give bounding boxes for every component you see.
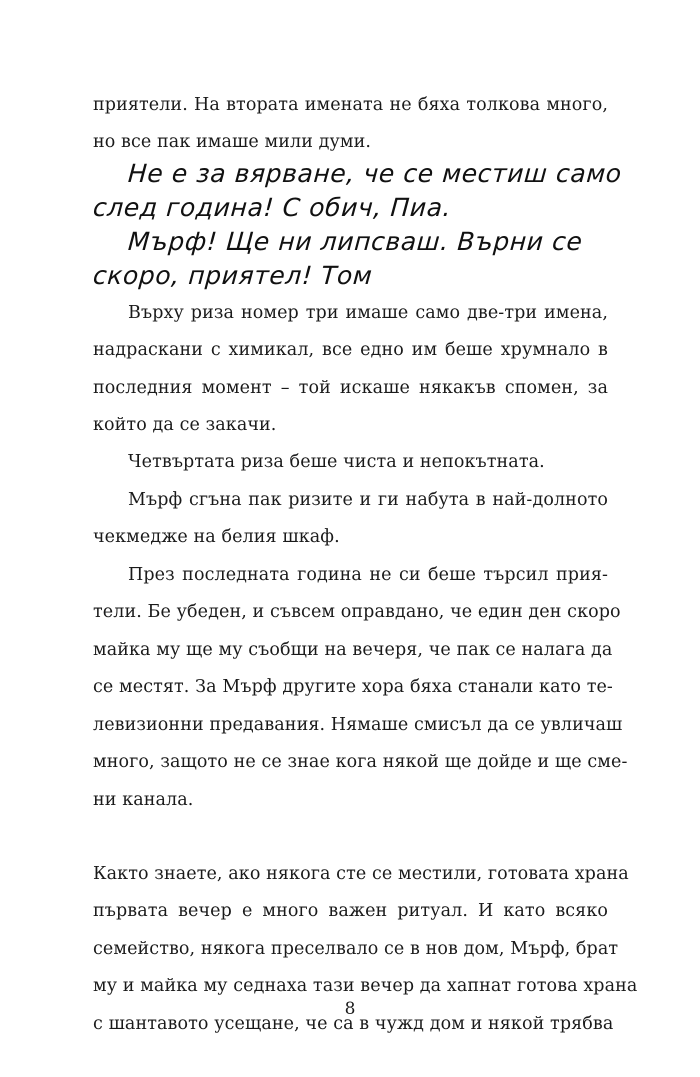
text-line: първата вечер е много важен ритуал. И като всяко	[93, 901, 608, 921]
page-number: 8	[344, 999, 356, 1019]
text-line: но все пак имаше мили думи.	[93, 132, 372, 152]
text-line: приятели. На втората имената не бяха толкова много,	[93, 95, 608, 115]
handwritten-note-line: скоро, приятел! Том	[92, 261, 374, 290]
text-line: чекмедже на белия шкаф.	[93, 527, 340, 547]
text-line: много, защото не се знае кога някой ще дойде и ще сме-	[93, 752, 628, 772]
text-line: ни канала.	[93, 790, 194, 810]
text-line: надраскани с химикал, все едно им беше хрумнало в	[93, 340, 608, 360]
text-line: Както знаете, ако някога сте се местили, готовата храна	[93, 864, 629, 884]
text-line: Четвъртата риза беше чиста и непокътната.	[128, 452, 545, 472]
text-line: който да се закачи.	[93, 415, 277, 435]
text-line: Мърф сгъна пак ризите и ги набута в най-долното	[128, 490, 608, 510]
text-line: се местят. За Мърф другите хора бяха станали като те-	[93, 677, 613, 697]
handwritten-note-line: след година! С обич, Пиа.	[92, 193, 453, 222]
text-line: През последната година не си беше търсил прия-	[128, 565, 608, 585]
handwritten-note-line: Мърф! Ще ни липсваш. Върни се	[127, 227, 584, 256]
text-line: семейство, някога преселвало се в нов дом, Мърф, брат	[93, 939, 619, 959]
text-line: майка му ще му съобщи на вечеря, че пак се налага да	[93, 640, 613, 660]
text-line: с шантавото усещане, че са в чужд дом и някой трябва	[93, 1014, 614, 1034]
text-line: му и майка му седнаха тази вечер да хапнат готова храна	[93, 976, 638, 996]
text-line: последния момент – той искаше някакъв спомен, за	[93, 378, 608, 398]
text-line: Върху риза номер три имаше само две-три имена,	[128, 303, 608, 323]
text-line: левизионни предавания. Нямаше смисъл да се увличаш	[93, 715, 623, 735]
handwritten-note-line: Не е за вярване, че се местиш само	[127, 159, 623, 188]
text-line: тели. Бе убеден, и съвсем оправдано, че един ден скоро	[93, 602, 621, 622]
